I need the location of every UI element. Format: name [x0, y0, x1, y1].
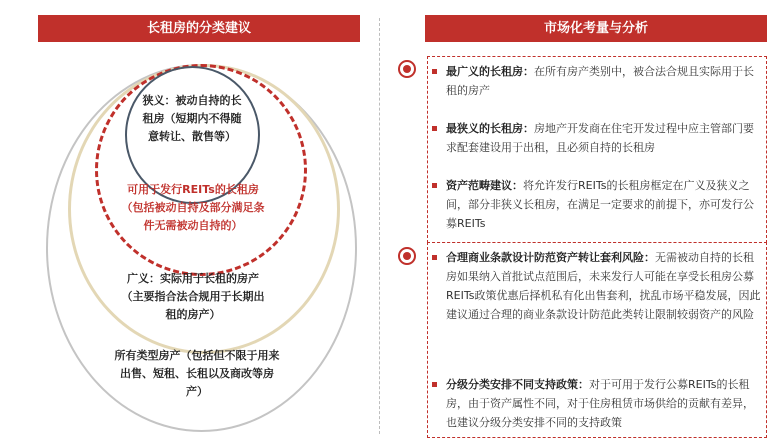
- reits-eligible-label: 可用于发行REITs的长租房（包括被动自持及部分满足条件无需被动自持的）: [121, 183, 265, 232]
- target-icon: [398, 60, 416, 78]
- column-divider: [379, 18, 380, 434]
- left-panel-header: 长租房的分类建议: [38, 15, 360, 42]
- bullet-square-icon: [432, 382, 437, 387]
- right-panel-header: 市场化考量与分析: [425, 15, 767, 42]
- target-icon: [398, 247, 416, 265]
- bullet-square-icon: [432, 126, 437, 131]
- analysis-item-4: 合理商业条款设计防范资产转让套利风险：无需被动自持的长租房如果纳入首批试点范围后，未来发行人可能在享受长租房公募REITs政策优惠后择机私有化出售套利，扰乱市场平稳发展，因此建议通过合理的商业条款设计防范此类转让限制较弱资产的风险: [432, 248, 762, 324]
- bullet-square-icon: [432, 69, 437, 74]
- analysis-item-1: 最广义的长租房：在所有房产类别中，被合法合规且实际用于长租的房产: [432, 62, 762, 100]
- broad-definition-label: 广义：实际用于长租的房产（主要指合法合规用于长期出租的房产）: [121, 272, 265, 321]
- narrow-definition-label: 狭义：被动自持的长租房（短期内不得随意转让、散售等）: [142, 94, 242, 143]
- analysis-item-3: 资产范畴建议：将允许发行REITs的长租房框定在广义及狭义之间，部分非狭义长租房，在满足一定要求的前提下，亦可发行公募REITs: [432, 176, 762, 233]
- analysis-item-2: 最狭义的长租房：房地产开发商在住宅开发过程中应主管部门要求配套建设用于出租，且必须自持的长租房: [432, 119, 762, 157]
- bullet-square-icon: [432, 183, 437, 188]
- bullet-square-icon: [432, 255, 437, 260]
- analysis-item-5: 分级分类安排不同支持政策：对于可用于发行公募REITs的长租房，由于资产属性不同，对于住房租赁市场供给的贡献有差异，也建议分级分类安排不同的支持政策: [432, 375, 762, 432]
- all-property-label: 所有类型房产（包括但不限于用来出售、短租、长租以及商改等房产）: [114, 349, 280, 398]
